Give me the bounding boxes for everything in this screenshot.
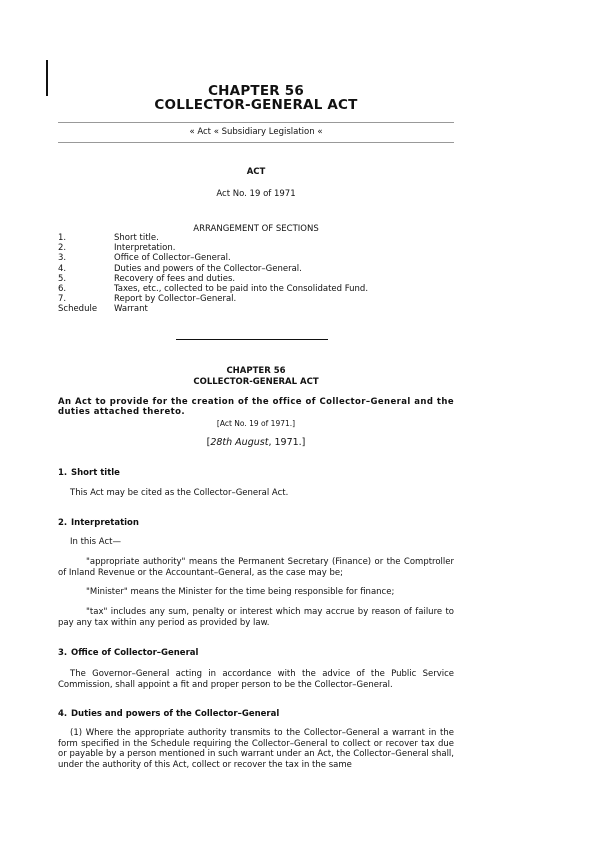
margin-change-bar (46, 60, 48, 96)
act-number: Act No. 19 of 1971 (216, 189, 296, 199)
body-chapter-heading: CHAPTER 56 (226, 366, 286, 376)
toc-item-label: Recovery of fees and duties. (114, 273, 236, 284)
section-title: Office of Collector–General (71, 648, 199, 658)
chapter-heading: CHAPTER 56 (208, 83, 304, 99)
toc-item[interactable] (58, 284, 454, 294)
toc-item-label: Warrant (114, 304, 148, 315)
section-heading-3[interactable] (58, 648, 454, 658)
section-4-text: (1) Where the appropriate authority transmits to the Collector–General a warrant in the form specified in the Schedule requiring the Collector–General to collect or recover tax due or payable by a person mentioned in such warrant under an Act, the Collector–General shall, under the authority of this Act, collect or recover the tax in the same (58, 728, 454, 770)
date-day-month: 28th August (210, 437, 269, 448)
toc-item-number: 3. (58, 253, 67, 264)
toc-item-number: 2. (58, 243, 67, 254)
section-number: 2. (58, 518, 68, 528)
body-act-title: COLLECTOR-GENERAL ACT (193, 377, 319, 387)
toc-item-label: Interpretation. (114, 243, 176, 254)
toc-item-label: Short title. (114, 233, 159, 243)
toc-item[interactable] (58, 233, 454, 243)
section-heading-2[interactable] (58, 518, 454, 528)
top-divider (58, 122, 454, 123)
section-title: Interpretation (71, 518, 139, 528)
toc-item-number: 5. (58, 273, 67, 284)
definition-appropriate-authority: "appropriate authority" means the Permanent Secretary (Finance) or the Comptroller of Inland Revenue or the Accountant–General, as the case may be; (58, 557, 454, 578)
toc-item[interactable] (58, 253, 454, 263)
toc-item-number: 4. (58, 263, 67, 274)
toc-item-label: Taxes, etc., collected to be paid into the Consolidated Fund. (114, 283, 369, 294)
section-heading-1[interactable] (58, 468, 454, 478)
section-number: 4. (58, 709, 68, 719)
section-title: Short title (71, 468, 120, 478)
definition-tax: "tax" includes any sum, penalty or interest which may accrue by reason of failure to pay any tax within any period as provided by law. (58, 607, 454, 628)
bottom-divider (58, 142, 454, 143)
toc-item[interactable] (58, 274, 454, 284)
section-separator (176, 339, 328, 340)
section-2-intro: In this Act— (70, 537, 121, 547)
toc-item[interactable] (58, 304, 454, 314)
toc-item-label: Duties and powers of the Collector–General. (114, 263, 302, 274)
act-title-heading: COLLECTOR-GENERAL ACT (154, 97, 358, 113)
section-title: Duties and powers of the Collector–General (71, 709, 280, 719)
long-title: An Act to provide for the creation of the office of Collector–General and the duties attached thereto. (58, 397, 454, 418)
toc-item[interactable] (58, 264, 454, 274)
toc-item-number: 6. (58, 283, 67, 294)
date-year: , 1971.] (268, 437, 306, 448)
section-number: 1. (58, 468, 68, 478)
arrangement-of-sections (58, 233, 454, 315)
section-heading-4[interactable] (58, 709, 454, 719)
navigation-links[interactable]: « Act « Subsidiary Legislation « (189, 127, 323, 137)
definition-minister: "Minister" means the Minister for the time being responsible for finance; (86, 587, 395, 597)
section-1-text: This Act may be cited as the Collector–General Act. (70, 488, 289, 498)
commencement-date (58, 437, 454, 448)
toc-item-number: 1. (58, 233, 67, 243)
date-open-bracket: [ (206, 437, 211, 448)
toc-item-number: 7. (58, 294, 67, 305)
section-number: 3. (58, 648, 68, 658)
toc-item-number: Schedule (58, 304, 98, 315)
act-reference: [Act No. 19 of 1971.] (216, 419, 296, 428)
toc-item[interactable] (58, 294, 454, 304)
arrangement-heading: ARRANGEMENT OF SECTIONS (193, 224, 319, 234)
act-label: ACT (246, 167, 266, 177)
section-3-text: The Governor–General acting in accordance with the advice of the Public Service Commission, shall appoint a fit and proper person to be the Collector–General. (58, 669, 454, 690)
toc-item-label: Report by Collector–General. (114, 294, 237, 305)
toc-item-label: Office of Collector–General. (114, 253, 231, 264)
toc-item[interactable] (58, 243, 454, 253)
